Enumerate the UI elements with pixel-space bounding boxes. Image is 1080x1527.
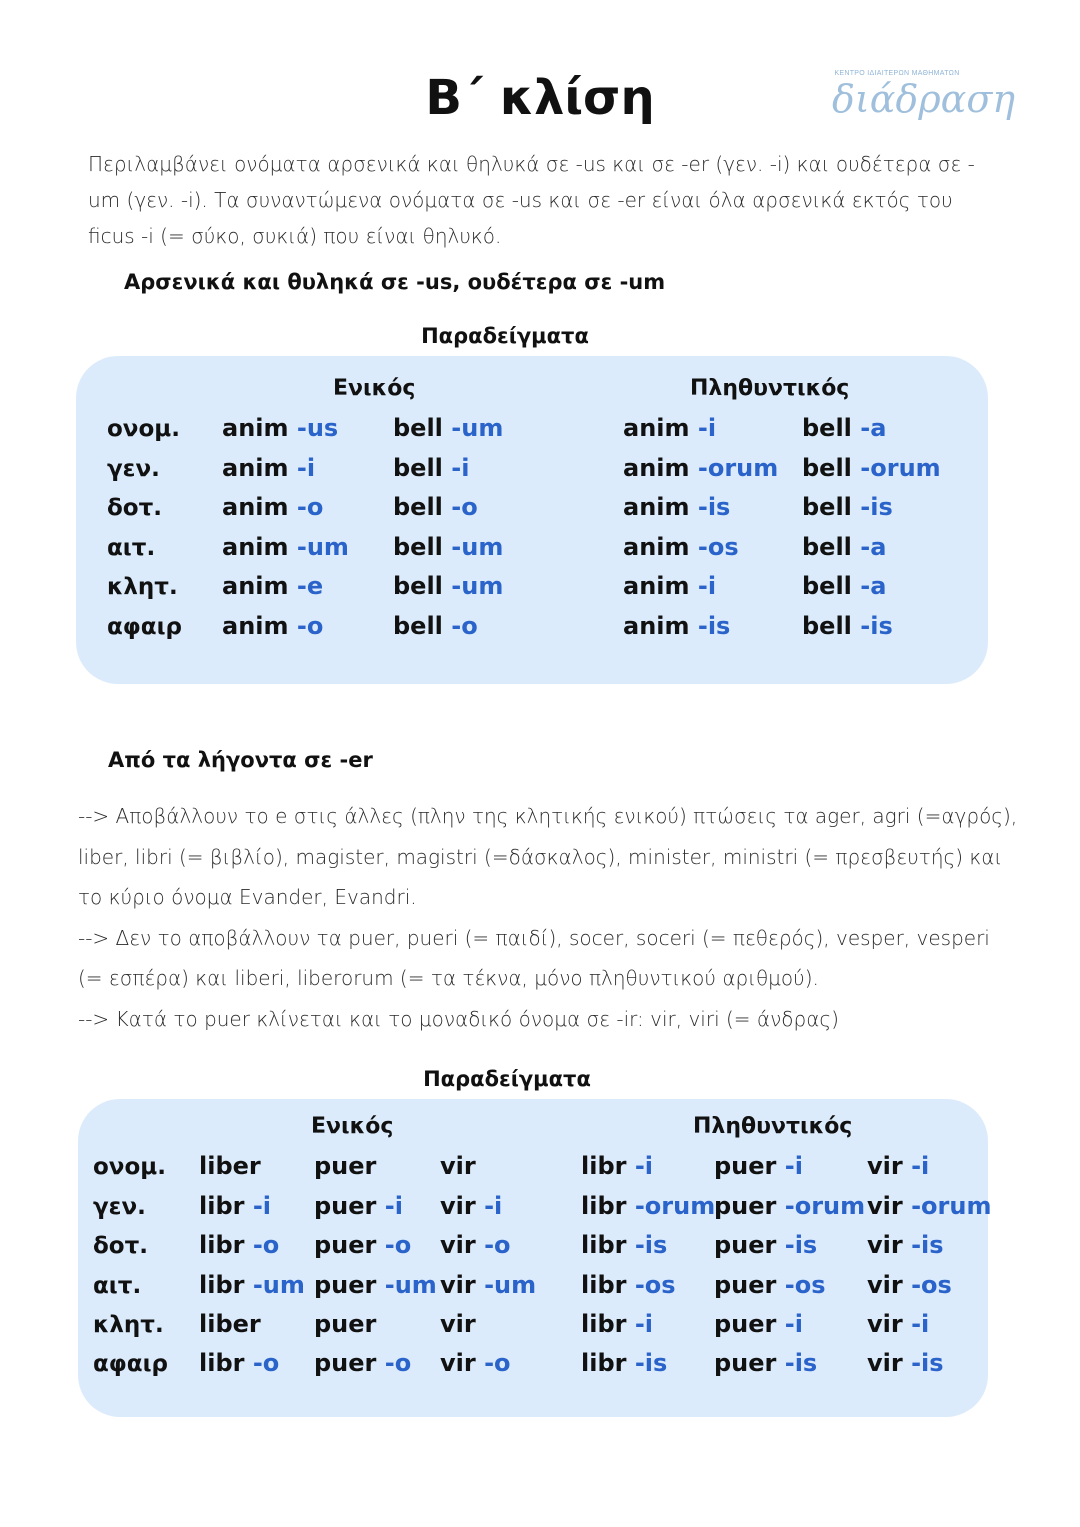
notes-block [78,796,1018,1039]
word-stem: vir [867,1271,903,1299]
declension-cell [222,572,323,600]
word-ending: -i [902,1152,930,1180]
case-label: αφαιρ [107,614,183,640]
word-ending: -a [851,414,887,442]
word-ending: -us [288,414,339,442]
case-label: αφαιρ [93,1351,169,1377]
declension-cell [314,1152,376,1180]
declension-cell [314,1310,376,1338]
declension-cell [222,493,323,521]
declension-cell [393,493,478,521]
word-stem: libr [581,1271,627,1299]
word-stem: anim [623,572,690,600]
declension-cell [199,1349,279,1377]
declension-cell [222,612,323,640]
word-ending: -orum [626,1192,716,1220]
declension-cell [867,1152,929,1180]
word-stem: anim [222,454,289,482]
word-ending: -a [851,572,887,600]
word-ending: -um [442,414,504,442]
declension-cell [714,1349,817,1377]
word-stem: anim [623,454,690,482]
word-stem: anim [222,612,289,640]
word-stem: vir [867,1192,903,1220]
declension-cell [199,1310,261,1338]
word-stem: libr [199,1192,245,1220]
word-ending: -os [776,1271,826,1299]
word-stem: bell [802,414,852,442]
declension-cell [623,414,716,442]
word-stem: vir [440,1152,476,1180]
word-stem: puer [314,1152,377,1180]
word-ending: -o [288,612,324,640]
declension-cell [581,1271,676,1299]
case-label: κλητ. [107,574,178,600]
word-ending: -i [626,1310,654,1338]
word-ending: -o [376,1349,412,1377]
word-stem: puer [714,1231,777,1259]
word-ending: -os [902,1271,952,1299]
word-ending: -o [244,1231,280,1259]
word-stem: anim [222,533,289,561]
word-ending: -o [442,612,478,640]
declension-cell [314,1231,411,1259]
word-ending: -is [851,493,893,521]
word-stem: libr [581,1152,627,1180]
word-stem: bell [393,612,443,640]
case-label: δοτ. [93,1233,149,1259]
declension-cell [581,1192,715,1220]
word-ending: -um [376,1271,437,1299]
word-ending: -o [244,1349,280,1377]
word-ending: -i [288,454,316,482]
declension-cell [867,1192,991,1220]
word-ending: -is [626,1349,668,1377]
note-item: --> Κατά το puer κλίνεται και το μοναδικό όνομα σε -ir: vir, viri (= άνδρας) [78,1006,839,1031]
declension-cell [714,1152,803,1180]
declension-cell [199,1192,271,1220]
word-stem: puer [314,1271,377,1299]
declension-cell [802,612,893,640]
word-stem: vir [440,1271,476,1299]
logo-tagline: ΚΕΝΤΡΟ ΙΔΙΑΙΤΕΡΩΝ ΜΑΘΗΜΑΤΩΝ [834,70,960,77]
word-stem: vir [867,1152,903,1180]
word-stem: anim [623,493,690,521]
declension-cell [802,533,886,561]
word-stem: libr [199,1271,245,1299]
word-stem: bell [802,612,852,640]
word-ending: -i [689,414,717,442]
word-stem: bell [393,454,443,482]
word-ending: -um [442,533,504,561]
declension-cell [199,1152,261,1180]
declension-cell [222,454,315,482]
table1-singular-header: Ενικός [333,376,416,401]
word-ending: -orum [776,1192,866,1220]
table2-singular-header: Ενικός [311,1114,394,1139]
word-ending: -orum [689,454,779,482]
declension-cell [623,612,730,640]
brand-logo [832,70,1016,121]
declension-cell [802,414,886,442]
word-ending: -o [288,493,324,521]
declension-cell [393,414,503,442]
word-ending: -os [626,1271,676,1299]
word-stem: puer [714,1310,777,1338]
word-ending: -i [776,1310,803,1338]
declension-cell [440,1349,511,1377]
declension-cell [393,572,503,600]
declension-cell [440,1271,536,1299]
case-label: γεν. [93,1194,146,1220]
word-ending: -is [776,1231,818,1259]
section2-examples-label: Παραδείγματα [423,1067,591,1091]
word-stem: vir [440,1231,476,1259]
word-ending: -o [376,1231,412,1259]
word-stem: puer [714,1349,777,1377]
declension-cell [867,1349,944,1377]
word-ending: -i [626,1152,654,1180]
case-label: γεν. [107,456,160,482]
declension-cell [581,1310,653,1338]
word-ending: -is [626,1231,668,1259]
declension-cell [199,1271,305,1299]
word-ending: -is [689,493,731,521]
page-title: Β΄ κλίση [425,70,655,126]
word-stem: vir [440,1192,476,1220]
declension-cell [222,414,338,442]
declension-cell [314,1192,403,1220]
table1-plural-header: Πληθυντικός [690,376,850,401]
declension-cell [623,454,778,482]
declension-cell [714,1231,817,1259]
word-ending: -os [689,533,739,561]
word-ending: -is [689,612,731,640]
word-stem: bell [393,493,443,521]
word-ending: -um [288,533,349,561]
case-label: κλητ. [93,1312,164,1338]
word-stem: vir [867,1231,903,1259]
declension-cell [440,1192,502,1220]
declension-cell [440,1310,476,1338]
declension-cell [802,572,886,600]
section2-heading: Από τα λήγοντα σε -er [108,748,373,772]
declension-cell [623,533,739,561]
word-stem: puer [714,1271,777,1299]
word-stem: anim [222,493,289,521]
word-stem: vir [867,1310,903,1338]
word-stem: libr [199,1349,245,1377]
word-ending: -i [689,572,717,600]
word-stem: bell [802,493,852,521]
declension-cell [440,1152,476,1180]
declension-cell [393,612,478,640]
word-stem: vir [440,1310,476,1338]
declension-cell [581,1231,667,1259]
declension-cell [623,493,730,521]
word-stem: libr [581,1192,627,1220]
declension-cell [867,1271,952,1299]
word-stem: puer [314,1231,377,1259]
word-ending: -i [376,1192,403,1220]
word-ending: -o [442,493,478,521]
word-stem: bell [802,572,852,600]
word-stem: bell [393,572,443,600]
declension-cell [714,1271,825,1299]
word-stem: vir [867,1349,903,1377]
declension-cell [867,1310,929,1338]
word-stem: anim [623,414,690,442]
section1-heading: Αρσενικά και θυληκά σε -us, ουδέτερα σε -um [124,270,666,294]
word-ending: -i [244,1192,272,1220]
word-ending: -i [902,1310,930,1338]
word-stem: bell [393,414,443,442]
word-stem: anim [222,572,289,600]
word-stem: libr [581,1310,627,1338]
declension-cell [581,1349,667,1377]
case-label: ονομ. [93,1154,166,1180]
word-ending: -orum [902,1192,992,1220]
section1-examples-label: Παραδείγματα [421,324,589,348]
declension-cell [802,493,893,521]
word-ending: -um [442,572,504,600]
case-label: αιτ. [107,535,156,561]
declension-cell [581,1152,653,1180]
word-stem: anim [623,533,690,561]
declension-cell [623,572,716,600]
word-stem: anim [222,414,289,442]
case-label: δοτ. [107,495,163,521]
case-label: αιτ. [93,1273,142,1299]
declension-cell [199,1231,279,1259]
note-item: --> Δεν το αποβάλλουν τα puer, pueri (= παιδί), socer, soceri (= πεθερός), vesper, vesperi (= εσπέρα) και liberi, liberorum (= τα τέκνα, μόνο πληθυντικού αριθμού). [78,925,990,990]
word-stem: liber [199,1310,261,1338]
intro-paragraph: Περιλαμβάνει ονόματα αρσενικά και θηλυκά σε -us και σε -er (γεν. -i) και ουδέτερα σε - um (γεν. -i). Τα συναντώμενα ονόματα σε -us και σε -er είναι όλα αρσενικά εκτός του ficus -i (= σύκο, συκιά) που είναι θηλυκό. [88,152,975,248]
word-ending: -um [475,1271,537,1299]
word-ending: -is [902,1231,944,1259]
declension-cell [222,533,349,561]
word-ending: -a [851,533,887,561]
word-ending: -o [475,1349,511,1377]
logo-wordmark: διάδραση [832,77,1016,121]
word-stem: libr [199,1231,245,1259]
declension-cell [802,454,941,482]
note-item: --> Αποβάλλουν το e στις άλλες (πλην της κλητικής ενικού) πτώσεις τα ager, agri (=αγρός), liber, libri (= βιβλίο), magister, magistri (=δάσκαλος), minister, ministri (= πρεσβευτής) και το κύριο όνομα Evander, Evandri. [78,804,1018,909]
word-stem: libr [581,1231,627,1259]
word-stem: bell [802,454,852,482]
word-ending: -um [244,1271,305,1299]
declension-cell [714,1192,865,1220]
word-stem: liber [199,1152,261,1180]
word-stem: bell [393,533,443,561]
declension-cell [393,533,503,561]
word-stem: bell [802,533,852,561]
word-ending: -i [475,1192,503,1220]
word-ending: -i [442,454,470,482]
declension-cell [314,1271,437,1299]
word-ending: -o [475,1231,511,1259]
declension-cell [440,1231,511,1259]
word-ending: -i [776,1152,803,1180]
word-ending: -is [851,612,893,640]
case-label: ονομ. [107,416,180,442]
word-ending: -orum [851,454,941,482]
declension-cell [314,1349,411,1377]
word-ending: -e [288,572,324,600]
word-stem: puer [314,1349,377,1377]
word-stem: vir [440,1349,476,1377]
declension-cell [393,454,469,482]
declension-cell [867,1231,944,1259]
table2-plural-header: Πληθυντικός [693,1114,853,1139]
word-stem: puer [314,1192,377,1220]
word-stem: puer [314,1310,377,1338]
word-stem: anim [623,612,690,640]
word-ending: -is [776,1349,818,1377]
word-stem: libr [581,1349,627,1377]
word-ending: -is [902,1349,944,1377]
declension-cell [714,1310,803,1338]
word-stem: puer [714,1152,777,1180]
word-stem: puer [714,1192,777,1220]
